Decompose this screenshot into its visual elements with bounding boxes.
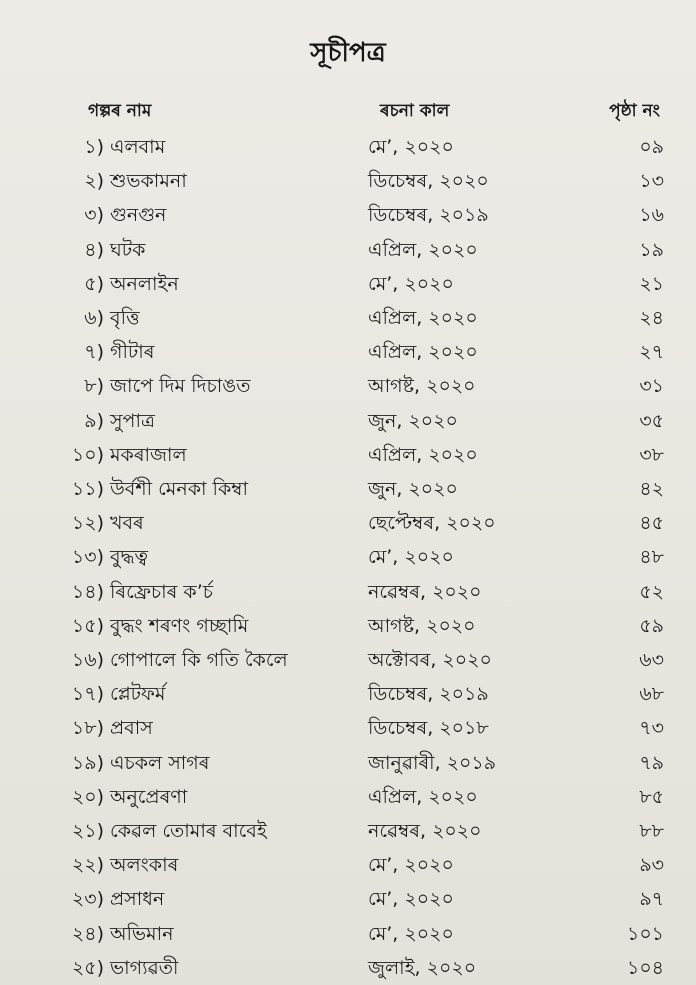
page-number: ৫৯ — [639, 614, 664, 637]
page-number: ৬৮ — [639, 683, 664, 706]
written-period: ডিচেম্বৰ, ২০১৯ — [368, 204, 489, 227]
written-period: এপ্ৰিল, ২০২০ — [368, 341, 478, 364]
contents-row — [0, 713, 696, 743]
contents-row — [0, 577, 696, 607]
written-period: আগষ্ট, ২০২০ — [368, 614, 476, 637]
page-number: ১৯ — [639, 238, 664, 261]
story-title: জাপে দিম দিচাঙত — [110, 375, 251, 398]
entry-number: ২৫) — [71, 956, 104, 979]
entry-number: ৩) — [84, 204, 104, 227]
written-period: অক্টোবৰ, ২০২০ — [368, 649, 492, 671]
written-period: ডিচেম্বৰ, ২০২০ — [368, 170, 489, 193]
contents-row — [0, 406, 696, 436]
written-period: মে’, ২০২০ — [368, 888, 454, 911]
page-number: ১০৪ — [626, 956, 664, 979]
page-number: ৩১ — [639, 375, 664, 398]
contents-row — [0, 371, 696, 401]
story-title: প্ৰবাস — [110, 717, 153, 740]
page-number: ২৪ — [639, 307, 664, 329]
story-title: শুভকামনা — [110, 170, 187, 193]
contents-row — [0, 132, 696, 162]
entry-number: ৬) — [84, 307, 104, 329]
page-number: ৭৯ — [639, 751, 664, 774]
contents-row — [0, 884, 696, 914]
page-number: ১০১ — [626, 922, 664, 945]
entry-number: ২২) — [71, 854, 104, 877]
story-title: অলংকাৰ — [110, 854, 179, 877]
story-title: বুদ্ধত্ব — [110, 546, 149, 569]
entry-number: ৯) — [84, 409, 104, 432]
contents-row — [0, 542, 696, 572]
contents-row — [0, 850, 696, 880]
story-title: ভাগ্যৱতী — [110, 956, 179, 979]
written-period: মে’, ২০২০ — [368, 272, 454, 295]
page-number: ৮৮ — [639, 820, 664, 842]
contents-row — [0, 645, 696, 675]
story-title: অনুপ্ৰেৰণা — [110, 785, 188, 808]
story-title: বৃত্তি — [110, 307, 140, 329]
entry-number: ১৩) — [71, 546, 104, 569]
written-period: ডিচেম্বৰ, ২০১৯ — [368, 683, 489, 706]
written-period: ছেপ্টেম্বৰ, ২০২০ — [368, 512, 496, 535]
column-header-story-name: গল্পৰ নাম — [88, 101, 152, 121]
written-period: মে’, ২০২০ — [368, 136, 454, 158]
written-period: জুন, ২০২০ — [368, 478, 458, 500]
entry-number: ১৪) — [71, 580, 104, 603]
page-number: ৯৭ — [639, 888, 664, 911]
written-period: এপ্ৰিল, ২০২০ — [368, 238, 478, 261]
contents-row — [0, 816, 696, 846]
contents-row — [0, 748, 696, 778]
contents-row — [0, 337, 696, 367]
story-title: সুপাত্ৰ — [110, 409, 155, 432]
written-period: মে’, ২০২০ — [368, 922, 454, 945]
contents-row — [0, 782, 696, 812]
contents-row — [0, 953, 696, 983]
contents-row — [0, 303, 696, 333]
page-number: ২১ — [639, 272, 664, 295]
contents-row — [0, 440, 696, 470]
entry-number: ১১) — [71, 478, 104, 500]
page-number: ৭৩ — [639, 717, 664, 740]
entry-number: ৮) — [84, 375, 104, 398]
story-title: বুদ্ধং শৰণং গচ্ছামি — [110, 614, 249, 637]
written-period: নৱেম্বৰ, ২০২০ — [368, 820, 482, 842]
story-title: অনলাইন — [110, 272, 179, 295]
page-number: ১৩ — [639, 170, 664, 193]
page-number: ৫২ — [639, 580, 664, 603]
entry-number: ১৭) — [71, 683, 104, 706]
story-title: কেৱল তোমাৰ বাবেই — [110, 820, 267, 842]
written-period: এপ্ৰিল, ২০২০ — [368, 785, 478, 808]
page-number: ২৭ — [639, 341, 664, 364]
entry-number: ৪) — [84, 238, 104, 261]
contents-row — [0, 508, 696, 538]
story-title: প্লেটফৰ্ম — [110, 683, 166, 706]
entry-number: ২১) — [71, 820, 104, 842]
page-number: ০৯ — [639, 136, 664, 158]
written-period: মে’, ২০২০ — [368, 854, 454, 877]
written-period: জুন, ২০২০ — [368, 409, 458, 432]
contents-row — [0, 611, 696, 641]
entry-number: ২০) — [71, 785, 104, 808]
entry-number: ১২) — [71, 512, 104, 535]
story-title: ঘটক — [110, 238, 146, 261]
contents-row — [0, 200, 696, 230]
story-title: গোপালে কি গতি কৈলে — [110, 649, 288, 671]
entry-number: ২৪) — [71, 922, 104, 945]
written-period: নৱেম্বৰ, ২০২০ — [368, 580, 482, 603]
page-number: ৪৫ — [639, 512, 664, 535]
written-period: মে’, ২০২০ — [368, 546, 454, 569]
written-period: জানুৱাৰী, ২০১৯ — [368, 751, 497, 774]
page-number: ৩৫ — [639, 409, 664, 432]
entry-number: ২৩) — [71, 888, 104, 911]
written-period: ডিচেম্বৰ, ২০১৮ — [368, 717, 489, 740]
page-number: ৯৩ — [639, 854, 664, 877]
written-period: আগষ্ট, ২০২০ — [368, 375, 476, 398]
page-number: ১৬ — [639, 204, 664, 227]
story-title: এচকল সাগৰ — [110, 751, 210, 774]
story-title: গুনগুন — [110, 204, 167, 227]
entry-number: ৭) — [84, 341, 104, 364]
entry-number: ১৬) — [71, 649, 104, 671]
contents-row — [0, 269, 696, 299]
entry-number: ১৫) — [71, 614, 104, 637]
entry-number: ২) — [84, 170, 104, 193]
written-period: জুলাই, ২০২০ — [368, 956, 477, 979]
written-period: এপ্ৰিল, ২০২০ — [368, 307, 478, 329]
story-title: উৰ্বশী মেনকা কিম্বা — [110, 478, 248, 500]
story-title: খবৰ — [110, 512, 144, 535]
contents-row — [0, 919, 696, 949]
entry-number: ১৯) — [71, 751, 104, 774]
page-title: সূচীপত্ৰ — [310, 38, 386, 68]
story-title: ৰিফ্ৰেচাৰ ক’ৰ্চ — [110, 580, 214, 603]
page-number: ৪২ — [639, 478, 664, 500]
story-title: এলবাম — [110, 136, 166, 158]
written-period: এপ্ৰিল, ২০২০ — [368, 443, 478, 466]
page-number: ৮৫ — [639, 785, 664, 808]
contents-row — [0, 474, 696, 504]
entry-number: ১) — [84, 136, 104, 158]
contents-row — [0, 166, 696, 196]
entry-number: ১৮) — [71, 717, 104, 740]
page-number: ৩৮ — [639, 443, 664, 466]
contents-row — [0, 235, 696, 265]
column-header-written-period: ৰচনা কাল — [380, 101, 450, 121]
entry-number: ৫) — [84, 272, 104, 295]
story-title: গীটাৰ — [110, 341, 155, 364]
column-header-page-number: পৃষ্ঠা নং — [609, 101, 660, 121]
page-number: ৪৮ — [639, 546, 664, 569]
story-title: প্ৰসাধন — [110, 888, 165, 911]
page-number: ৬৩ — [639, 649, 664, 671]
story-title: অভিমান — [110, 922, 174, 945]
entry-number: ১০) — [71, 443, 104, 466]
story-title: মকৰাজাল — [110, 443, 187, 466]
contents-row — [0, 679, 696, 709]
